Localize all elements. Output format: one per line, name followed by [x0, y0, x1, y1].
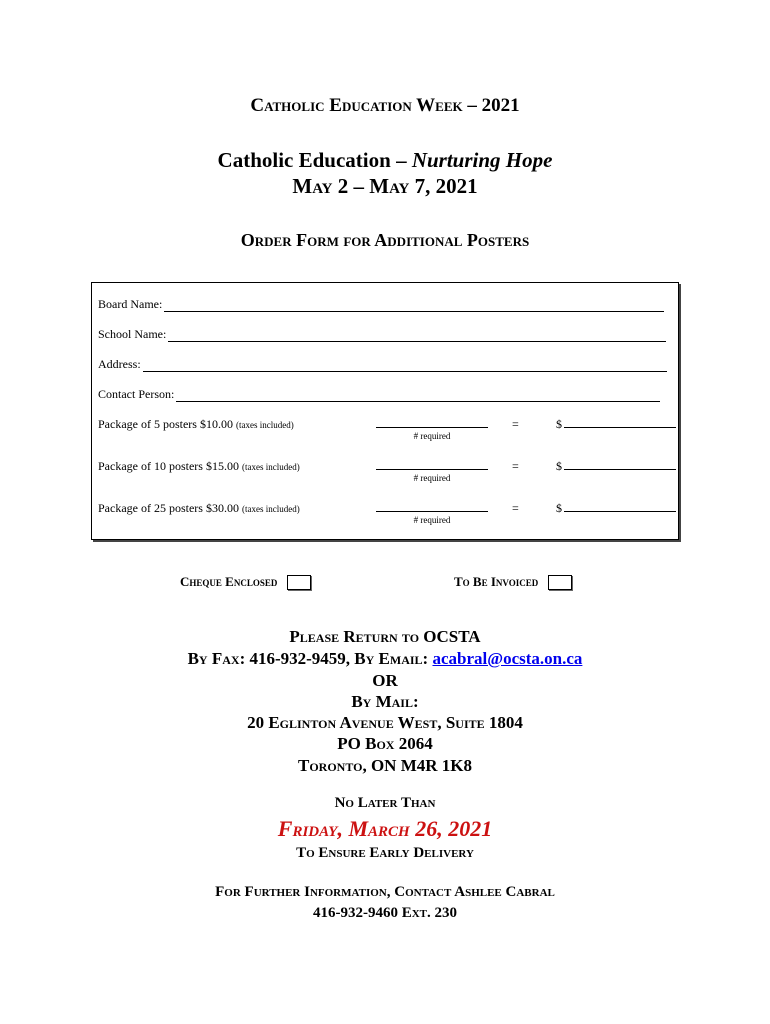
- board-name-label: Board Name:: [98, 297, 163, 311]
- equals-sign: =: [512, 501, 519, 515]
- event-dates: May 2 – May 7, 2021: [292, 174, 478, 198]
- amount-line[interactable]: [564, 427, 676, 428]
- contact-line-2: 416-932-9460 Ext. 230: [312, 905, 458, 921]
- address-line-1: 20 Eglinton Avenue West, Suite 1804: [247, 713, 523, 732]
- ensure-delivery: To Ensure Early Delivery: [296, 845, 474, 861]
- quantity-line[interactable]: [376, 469, 488, 470]
- theme-main: Catholic Education –: [217, 148, 412, 172]
- contact-line-1: For Further Information, Contact Ashlee Cabral: [215, 884, 555, 900]
- package-label: Package of 5 posters $10.00 (taxes included): [98, 417, 294, 431]
- form-title: Order Form for Additional Posters: [240, 230, 530, 250]
- quantity-line[interactable]: [376, 427, 488, 428]
- required-caption: # required: [413, 515, 451, 525]
- cheque-option: [180, 574, 311, 590]
- invoiced-label: To Be Invoiced: [454, 574, 539, 589]
- cheque-label: Cheque Enclosed: [180, 574, 278, 589]
- theme-italic: Nurturing Hope: [411, 148, 553, 172]
- board-name-field[interactable]: [98, 297, 664, 312]
- school-name-label: School Name:: [98, 327, 167, 341]
- deadline-date: Friday, March 26, 2021: [277, 816, 493, 841]
- address-field[interactable]: [98, 357, 667, 372]
- contact-person-field[interactable]: [98, 387, 660, 402]
- package-label: Package of 25 posters $30.00 (taxes included): [98, 501, 300, 515]
- no-later-than: No Later Than: [334, 795, 436, 811]
- quantity-line[interactable]: [376, 511, 488, 512]
- required-caption: # required: [413, 473, 451, 483]
- dollar-sign: $: [556, 501, 562, 515]
- invoiced-checkbox[interactable]: [548, 575, 572, 590]
- address-line-2: PO Box 2064: [337, 734, 433, 753]
- address-label: Address:: [98, 357, 141, 371]
- theme-title: [0, 148, 770, 173]
- fax-text: By Fax: 416-932-9459, By Email:: [187, 649, 433, 668]
- school-name-line[interactable]: [168, 331, 666, 342]
- address-line-3: Toronto, ON M4R 1K8: [297, 756, 472, 775]
- or-text: OR: [372, 671, 398, 690]
- board-name-line[interactable]: [164, 301, 664, 312]
- contact-person-label: Contact Person:: [98, 387, 175, 401]
- email-link[interactable]: acabral@ocsta.on.ca: [432, 649, 583, 668]
- equals-sign: =: [512, 417, 519, 431]
- equals-sign: =: [512, 459, 519, 473]
- amount-line[interactable]: [564, 469, 676, 470]
- event-title: Catholic Education Week – 2021: [250, 95, 520, 116]
- fax-email-line: [0, 649, 770, 669]
- dollar-sign: $: [556, 417, 562, 431]
- mail-heading: By Mail:: [351, 692, 419, 711]
- required-caption: # required: [413, 431, 451, 441]
- package-row-10: [98, 459, 674, 489]
- invoiced-option: [454, 574, 572, 590]
- package-row-5: [98, 417, 674, 447]
- order-form: [91, 282, 679, 540]
- amount-line[interactable]: [564, 511, 676, 512]
- package-label: Package of 10 posters $15.00 (taxes included): [98, 459, 300, 473]
- address-line[interactable]: [143, 361, 667, 372]
- contact-person-line[interactable]: [176, 391, 660, 402]
- return-heading: Please Return to OCSTA: [289, 627, 481, 646]
- school-name-field[interactable]: [98, 327, 666, 342]
- dollar-sign: $: [556, 459, 562, 473]
- cheque-checkbox[interactable]: [287, 575, 311, 590]
- package-row-25: [98, 501, 674, 531]
